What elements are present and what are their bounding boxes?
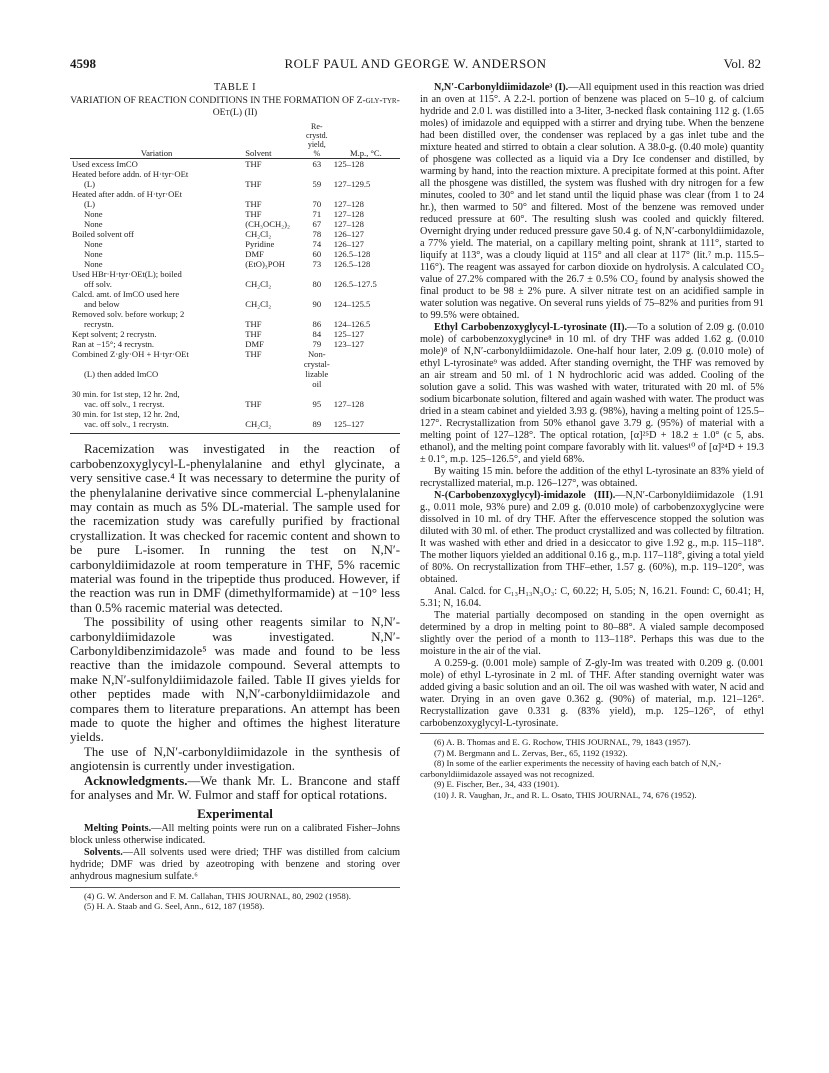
reaction-conditions-table (70, 122, 400, 434)
solvent-cell (243, 289, 302, 299)
solvents-paragraph (70, 847, 400, 883)
left-column (70, 82, 400, 912)
mp-cell: 126.5–128 (333, 249, 371, 260)
variation-cell: Used excess ImCO (72, 159, 138, 170)
table-row (70, 329, 400, 339)
melting-points-heading: Melting Points. (84, 822, 152, 834)
yield-cell: 71 (312, 209, 322, 220)
yield-cell: 80 (312, 279, 322, 290)
solvent-cell: THF (245, 199, 262, 210)
mp-cell (332, 309, 400, 319)
variation-cell: 30 min. for 1st step, 12 hr. 2nd, (72, 389, 180, 400)
solvent-cell: (EtO)₃POH (245, 259, 285, 270)
melting-points-text: —All melting points were run on a calibrated Fisher–Johns block unless otherwise indicated. (70, 822, 400, 846)
variation-cell: Combined Z·gly·OH + H·tyr·OEt (72, 349, 189, 360)
solvent-cell (243, 169, 302, 179)
solvent-cell (243, 269, 302, 279)
variation-cell: vac. off solv., 1 recrystn. (84, 419, 169, 430)
mp-cell (332, 409, 400, 419)
tyrosinate-heading: Ethyl Carbobenzoxyglycyl-L-tyrosinate (II). (434, 322, 628, 333)
variation-cell: Used HBr·H·tyr·OEt(L); boiled (72, 269, 182, 280)
solvent-cell (243, 369, 302, 389)
table-body (70, 159, 400, 434)
yield-cell: 90 (312, 299, 322, 310)
footnote-10: (10) J. R. Vaughan, Jr., and R. L. Osato, THIS JOURNAL, 74, 676 (1952). (434, 789, 697, 800)
mp-cell: 125–127 (333, 419, 364, 430)
solvent-cell: CH₂Cl₂ (245, 419, 272, 430)
col-variation: Variation (140, 148, 173, 159)
right-footnotes (420, 733, 764, 800)
table-caption (70, 82, 400, 118)
yield-cell (302, 309, 332, 319)
imidazole-text: —N,N′-Carbonyldiimidazole (1.91 g., 0.011 mole, 93% pure) and 2.09 g. (0.010 mole) of carbobenzoxyglycine were dissolved in 10 ml. of dry THF. After the effervescence stopped the solution was diluted with 30 ml. of ether. The product crystallized and was collected by filtration. It was washed with ether and dried in a desiccator to give 1.92 g., m.p. 115–118°. The mother liquors yielded an additional 0.16 g., m.p. 117–118°, giving a total yield of 80%. On recrystallization from THF–ether, 1.57 g. (60%), m.p. 119–120°, was obtained. (420, 490, 764, 585)
yield-cell (302, 389, 332, 399)
yield-cell: 86 (312, 319, 322, 330)
variation-cell: Kept solvent; 2 recrystn. (72, 329, 157, 340)
yield-cell: 78 (312, 229, 322, 240)
table-row (70, 209, 400, 219)
left-footnotes (70, 887, 400, 912)
carbonyldiimidazole-text: —All equipment used in this reaction was dried in an oven at 115°. A 2.2-l. portion of benzene was placed on 5–10 g. of calcium hydride and 2.0 l. was distilled into a 3-liter, 3-necked flask containing 112 g. (1.65 moles) of imidazole and equipped with a stirrer and drying tube. When the benzene had been distilled over, the condenser was replaced by a gas inlet tube and the mixture heated and stirred to obtain a clear solution. A 38.0-g. (0.40 mole) quantity of phosgene was collected as a liquid via a Dry Ice condenser and distilled, by warming by hand, into the reaction mixture. A precipitate formed at this point. After all the phosgene was distilled, the system was flushed with dry nitrogen for a few minutes, cooled to 30° and let stand until the liquid phase was clear (from 1 to 24 hr.), then warmed to 50° and filtered. Most of the benzene was removed under reduced pressure at 60°. The resulting slush was cooled and quickly filtered. Overnight drying under reduced pressure gave 50.4 g. of N,N′-carbonyldiimidazole, a 77% yield. The material, on a capillary melting point, shrank at 111°, started to liquify at 113°, was a cloudy liquid at 115° and all clear at 117° (lit.⁷ m.p. 115.5–116°). The reagent was assayed for carbon dioxide on hydrolysis. A calculated CO₂ value of 27.2% compared with the 26.7 ± 0.5% CO₂ found by analysis showed the final product to be 98 ± 2% pure. A silver nitrate test on an acidified sample in water solution was negative. On several runs yields of 75–82% and purities from 91 to 99.5% were obtained. (420, 82, 765, 321)
page-header (70, 56, 761, 76)
mp-cell: 127–128 (333, 219, 364, 230)
table-row (70, 179, 400, 189)
yield-cell: 70 (312, 199, 322, 210)
waiting-paragraph: By waiting 15 min. before the addition of the ethyl L-tyrosinate an 83% yield of recrystallized material, m.p. 126–127°, was obtained. (420, 466, 764, 489)
acknowledgments-heading: Acknowledgments. (84, 773, 188, 788)
analysis-paragraph: Anal. Calcd. for C₁₃H₁₃N₃O₃: C, 60.22; H, 5.05; N, 16.21. Found: C, 60.41; H, 5.31; N, 16.04. (420, 586, 764, 609)
variation-cell: Calcd. amt. of ImCO used here (72, 289, 180, 300)
yield-cell: lizable oil (305, 369, 329, 390)
table-row (70, 389, 400, 399)
solvent-cell (243, 389, 302, 399)
table-row (70, 299, 400, 309)
solvent-cell: CH₂Cl₂ (245, 299, 272, 310)
right-body-text (420, 82, 764, 730)
mp-cell (332, 349, 400, 369)
variation-cell: Removed solv. before workup; 2 (72, 309, 185, 320)
variation-cell: Heated after addn. of H·tyr·OEt (72, 189, 182, 200)
variation-cell: recrystn. (84, 319, 114, 330)
yield-cell: 89 (312, 419, 322, 430)
solvent-cell: THF (245, 399, 262, 410)
col-solvent: Solvent (245, 148, 272, 159)
solvent-cell: THF (245, 349, 262, 360)
yield-cell (302, 289, 332, 299)
mp-cell (332, 189, 400, 199)
variation-cell: (L) (84, 179, 95, 190)
variation-cell: (L) then added ImCO (84, 369, 159, 380)
table-row (70, 409, 400, 419)
variation-cell: and below (84, 299, 120, 310)
col-yield: Re-crystd. yield, % (306, 122, 328, 159)
mp-cell (332, 269, 400, 279)
table-row (70, 269, 400, 279)
solvent-cell (243, 189, 302, 199)
table-title: TABLE I (213, 82, 257, 93)
variation-cell: off solv. (84, 279, 112, 290)
carbonyldiimidazole-paragraph (420, 82, 764, 322)
table-row (70, 309, 400, 319)
yield-cell: 84 (312, 329, 322, 340)
solvent-cell: DMF (245, 249, 264, 260)
imidazole-heading: N-(Carbobenzoxyglycyl)-imidazole (III). (434, 490, 616, 501)
solvent-cell: Pyridine (245, 239, 275, 250)
z-gly-im-paragraph: A 0.259-g. (0.001 mole) sample of Z-gly-Im was treated with 0.209 g. (0.001 mole) of ethyl L-tyrosinate in 2 ml. of THF. After standing overnight water was added giving a basic solution and an oil. The oil was washed with water, N acid and water. Drying in an oven gave 0.362 g. (90%) of material, m.p. 121–126°. Recrystallization gave 0.331 g. (83% yield), m.p. 125–126°, of ethyl carbobenzoxyglycyl-L-tyrosinate. (420, 658, 764, 729)
variation-cell: Boiled solvent off (72, 229, 134, 240)
table-row (70, 369, 400, 389)
mp-cell: 124–125.5 (333, 299, 371, 310)
variation-cell: None (84, 209, 103, 220)
table-row (70, 159, 400, 170)
carbonyldiimidazole-heading: N,N′-Carbonyldiimidazole³ (I). (434, 82, 569, 93)
table-row (70, 279, 400, 289)
variation-cell: vac. off solv., 1 recryst. (84, 399, 165, 410)
acknowledgments (70, 774, 400, 803)
mp-cell (332, 369, 400, 389)
table-row (70, 229, 400, 239)
mp-cell: 127–129.5 (333, 179, 371, 190)
running-authors: ROLF PAUL AND GEORGE W. ANDERSON (284, 56, 547, 71)
table-row (70, 419, 400, 434)
solvent-cell: THF (245, 159, 262, 170)
solvent-cell: THF (245, 319, 262, 330)
solvent-cell (243, 309, 302, 319)
mp-cell: 125–128 (333, 159, 364, 170)
solvent-cell (243, 409, 302, 419)
variation-cell: (L) (84, 199, 95, 210)
mp-cell: 127–128 (333, 399, 364, 410)
mp-cell: 126–127 (333, 229, 364, 240)
footnote-8: (8) In some of the earlier experiments the necessity of having each batch of N,N,-carbonyldiimidazole assayed was not recognized. (420, 758, 722, 779)
mp-cell: 126.5–128 (333, 259, 371, 270)
footnote-7: (7) M. Bergmann and L. Zervas, Ber., 65, 1192 (1932). (434, 747, 628, 758)
page-number: 4598 (70, 56, 96, 71)
yield-cell (302, 269, 332, 279)
solvent-cell: DMF (245, 339, 264, 350)
table-row (70, 239, 400, 249)
yield-cell: 60 (312, 249, 322, 260)
volume-label: Vol. 82 (723, 56, 761, 71)
experimental-intro (70, 823, 400, 883)
yield-cell: 95 (312, 399, 322, 410)
yield-cell (302, 409, 332, 419)
table-row (70, 399, 400, 409)
yield-cell: 74 (312, 239, 322, 250)
mp-cell: 126.5–127.5 (333, 279, 377, 290)
yield-cell: 79 (312, 339, 322, 350)
solvents-text: —All solvents used were dried; THF was distilled from calcium hydride; DMF was dried by azeotroping with benzene and storing over anhydrous magnesium sulfate.⁶ (70, 846, 400, 882)
table-header-row (70, 122, 400, 159)
tyrosinate-paragraph (420, 322, 764, 466)
footnote-4: (4) G. W. Anderson and F. M. Callahan, THIS JOURNAL, 80, 2902 (1958). (84, 890, 351, 901)
footnote-9: (9) E. Fischer, Ber., 34, 433 (1901). (434, 779, 560, 789)
solvent-cell: CH₂Cl₂ (245, 229, 272, 240)
mp-cell (332, 169, 400, 179)
table-row (70, 289, 400, 299)
solvent-cell: (CH₃OCH₂)₂ (245, 219, 291, 230)
table-row (70, 319, 400, 329)
yield-cell: 63 (312, 159, 322, 170)
solvent-cell: THF (245, 179, 262, 190)
left-body-text (70, 442, 400, 802)
table-row (70, 349, 400, 369)
variation-cell: Heated before addn. of H·tyr·OEt (72, 169, 189, 180)
solvent-cell: THF (245, 209, 262, 220)
table-row (70, 189, 400, 199)
mp-cell: 125–127 (333, 329, 364, 340)
decomposition-paragraph: The material partially decomposed on standing in the open overnight as determined by a drop in melting point to 80–88°. A vialed sample decomposed slightly over the period of a month to 113–118°. Perhaps this was due to the moisture in the air of the vial. (420, 610, 764, 657)
variation-cell: None (84, 249, 103, 260)
table-subtitle: VARIATION OF REACTION CONDITIONS IN THE FORMATION OF Z-gly-tyr-OEt(L) (II) (70, 95, 400, 118)
variation-cell: None (84, 259, 103, 270)
mp-cell: 127–128 (333, 209, 364, 220)
angiotensin-paragraph: The use of N,N′-carbonyldiimidazole in the synthesis of angiotensin is currently under investigation. (70, 744, 400, 774)
yield-cell: Non-crystal- (303, 349, 330, 370)
table-row (70, 339, 400, 349)
variation-cell: Ran at −15°; 4 recrystn. (72, 339, 155, 350)
yield-cell (302, 169, 332, 179)
table-row (70, 199, 400, 209)
variation-cell: None (84, 219, 103, 230)
mp-cell: 124–126.5 (333, 319, 371, 330)
mp-cell: 123–127 (333, 339, 364, 350)
col-mp: M.p., °C. (349, 148, 382, 159)
racemization-paragraph: Racemization was investigated in the reaction of carbobenzoxyglycyl-L-phenylalanine and ethyl glycinate, a very sensitive case.⁴ It was necessary to determine the purity of the phenylalanine derivative since commercial L-phenylalanine may contain as much as 5% DL-material. The sample used for the racemization study was carefully purified by fractional crystallization. It was checked for racemic content and shown to be pure L-isomer. In running the test on N,N′-carbonyldiimidazole at room temperature in THF, 5% racemic material was found in the tripeptide thus produced. However, if the reaction was run in DMF (dimethylformamide) at −10° less than 0.5% racemic material was detected. (70, 442, 400, 615)
experimental-heading: Experimental (197, 806, 273, 822)
reagents-paragraph: The possibility of using other reagents similar to N,N′-carbonyldiimidazole was investigated. N,N′-Carbonyldibenzimidazole⁵ was made and found to be less reactive than the imidazole compound. Several attempts to make N,N′-sulfonyldiimidazole failed. Table II gives yields for other peptides made with N,N′-carbonyldiimidazole and compares them to literature preparations. An attempt has been made to quote the higher and oftimes the highest literature yields. (70, 615, 400, 745)
right-column (420, 82, 764, 800)
yield-cell: 73 (312, 259, 322, 270)
footnote-5: (5) H. A. Staab and G. Seel, Ann., 612, 187 (1958). (84, 901, 265, 912)
tyrosinate-text: —To a solution of 2.09 g. (0.010 mole) of carbobenzoxyglycine⁸ in 10 ml. of dry THF was added 1.62 g. (0.010 mole)⁸ of N,N′-carbonyldiimidazole. One-half hour later, 2.09 g. (0.010 mole) of ethyl L-tyrosinate⁹ was added. After standing overnight, the THF was removed by an air stream and 50 ml. of 1 N hydrochloric acid was added. Cooling of the solution gave a solid. This was washed with water, triturated with 20 ml. of 5% sodium bicarbonate solution, filtered and again washed with water. The product was dried in a steam cabinet and yielded 3.93 g. (98%), having a melting point of 125.5–127°. Recrystallization from 50% ethanol gave 3.79 g. (95%) of material with a melting point of 127–128°. The optical rotation, [α]²⁵D + 18.2 ± 1.0° (c 5, abs. ethanol), and the melting point compare favorably with lit. values¹⁰ of [α]²⁴D + 19.3 ± 0.1°, m.p. 125–126.5°, and yield 68%. (420, 322, 764, 465)
mp-cell: 127–128 (333, 199, 364, 210)
mp-cell (332, 289, 400, 299)
footnote-6: (6) A. B. Thomas and E. G. Rochow, THIS JOURNAL, 79, 1843 (1957). (434, 737, 691, 747)
table-row (70, 169, 400, 179)
yield-cell: 67 (312, 219, 322, 230)
variation-cell: 30 min. for 1st step, 12 hr. 2nd, (72, 409, 180, 420)
mp-cell: 126–127 (333, 239, 364, 250)
table-row (70, 219, 400, 229)
variation-cell: None (84, 239, 103, 250)
mp-cell (332, 389, 400, 399)
acknowledgments-text: —We thank Mr. L. Brancone and staff for analyses and Mr. W. Fulmor and staff for optical rotations. (70, 773, 400, 803)
solvent-cell: THF (245, 329, 262, 340)
solvent-cell: CH₂Cl₂ (245, 279, 272, 290)
solvents-heading: Solvents. (84, 846, 123, 858)
table-row (70, 249, 400, 259)
table-row (70, 259, 400, 269)
yield-cell (302, 189, 332, 199)
melting-points-paragraph (70, 823, 400, 847)
imidazole-paragraph (420, 490, 764, 586)
yield-cell: 59 (312, 179, 322, 190)
